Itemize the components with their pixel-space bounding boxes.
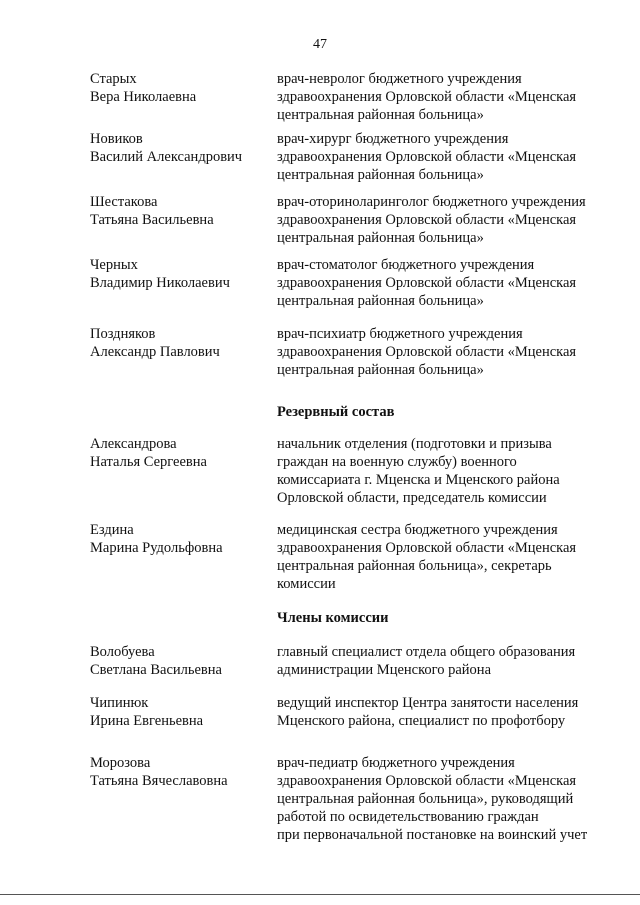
section-heading-members: Члены комиссии: [277, 610, 389, 626]
section-heading-reserve: Резервный состав: [277, 404, 395, 420]
person-name: [90, 694, 270, 730]
person-role: [277, 754, 617, 844]
role-line: центральная районная больница»: [277, 107, 484, 123]
person-name: [90, 435, 270, 471]
role-line: при первоначальной постановке на воинский учет: [277, 827, 588, 843]
role-line: здравоохранения Орловской области «Мценская: [277, 773, 577, 789]
role-line: главный специалист отдела общего образования: [277, 644, 576, 660]
surname: Волобуева: [90, 644, 155, 660]
role-line: врач-оториноларинголог бюджетного учреждения: [277, 194, 586, 210]
person-role: [277, 256, 617, 310]
person-name: [90, 193, 270, 229]
given-names: Ирина Евгеньевна: [90, 713, 204, 729]
role-line: центральная районная больница»: [277, 230, 484, 246]
role-line: администрации Мценского района: [277, 662, 492, 678]
role-line: центральная районная больница»: [277, 362, 484, 378]
surname: Черных: [90, 257, 138, 273]
surname: Чипинюк: [90, 695, 149, 711]
role-line: здравоохранения Орловской области «Мценская: [277, 149, 577, 165]
surname: Ездина: [90, 522, 134, 538]
role-line: центральная районная больница»: [277, 167, 484, 183]
person-role: [277, 325, 617, 379]
role-line: врач-педиатр бюджетного учреждения: [277, 755, 515, 771]
person-role: [277, 435, 617, 507]
role-line: ведущий инспектор Центра занятости населения: [277, 695, 579, 711]
surname: Александрова: [90, 436, 177, 452]
role-line: врач-стоматолог бюджетного учреждения: [277, 257, 535, 273]
person-role: [277, 193, 617, 247]
role-line: здравоохранения Орловской области «Мценская: [277, 275, 577, 291]
person-role: [277, 521, 617, 593]
person-name: [90, 521, 270, 557]
person-name: [90, 70, 270, 106]
surname: Поздняков: [90, 326, 156, 342]
role-line: работой по освидетельствованию граждан: [277, 809, 539, 825]
given-names: Наталья Сергеевна: [90, 454, 207, 470]
role-line: врач-психиатр бюджетного учреждения: [277, 326, 523, 342]
given-names: Александр Павлович: [90, 344, 220, 360]
person-name: [90, 256, 270, 292]
role-line: здравоохранения Орловской области «Мценская: [277, 89, 577, 105]
given-names: Вера Николаевна: [90, 89, 197, 105]
surname: Старых: [90, 71, 137, 87]
given-names: Владимир Николаевич: [90, 275, 230, 291]
page-number: 47: [313, 37, 327, 52]
role-line: комиссии: [277, 576, 336, 592]
role-line: центральная районная больница», руководящий: [277, 791, 574, 807]
role-line: центральная районная больница»: [277, 293, 484, 309]
person-role: [277, 643, 617, 679]
person-name: [90, 130, 270, 166]
given-names: Светлана Васильевна: [90, 662, 222, 678]
given-names: Василий Александрович: [90, 149, 243, 165]
person-role: [277, 70, 617, 124]
surname: Новиков: [90, 131, 143, 147]
role-line: врач-невролог бюджетного учреждения: [277, 71, 522, 87]
person-name: [90, 325, 270, 361]
person-role: [277, 694, 617, 730]
person-name: [90, 754, 270, 790]
given-names: Татьяна Васильевна: [90, 212, 214, 228]
surname: Морозова: [90, 755, 151, 771]
role-line: врач-хирург бюджетного учреждения: [277, 131, 509, 147]
role-line: начальник отделения (подготовки и призыва: [277, 436, 552, 452]
role-line: комиссариата г. Мценска и Мценского района: [277, 472, 560, 488]
person-role: [277, 130, 617, 184]
role-line: граждан на военную службу) военного: [277, 454, 517, 470]
given-names: Марина Рудольфовна: [90, 540, 223, 556]
role-line: центральная районная больница», секретарь: [277, 558, 552, 574]
role-line: здравоохранения Орловской области «Мценская: [277, 344, 577, 360]
surname: Шестакова: [90, 194, 158, 210]
person-name: [90, 643, 270, 679]
role-line: здравоохранения Орловской области «Мценская: [277, 212, 577, 228]
given-names: Татьяна Вячеславовна: [90, 773, 228, 789]
role-line: Мценского района, специалист по профотбору: [277, 713, 566, 729]
role-line: здравоохранения Орловской области «Мценская: [277, 540, 577, 556]
role-line: медицинская сестра бюджетного учреждения: [277, 522, 558, 538]
role-line: Орловской области, председатель комиссии: [277, 490, 547, 506]
page-bottom-rule: [0, 894, 640, 895]
